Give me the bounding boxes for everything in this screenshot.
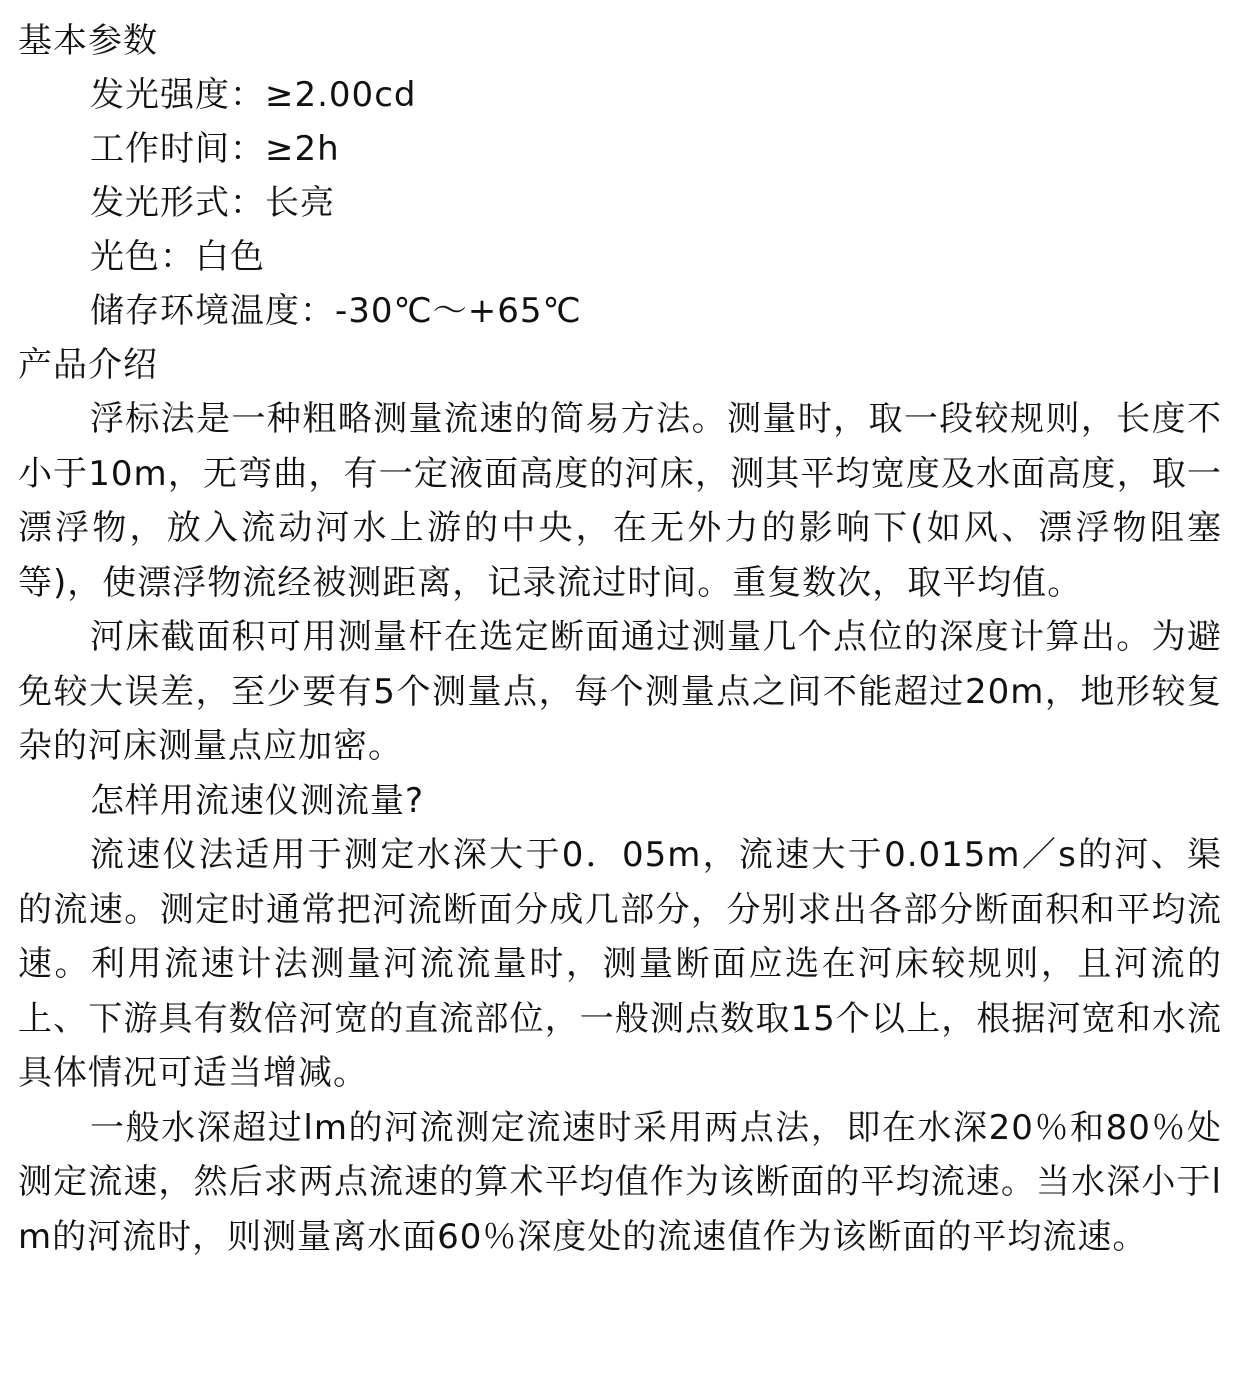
intro-paragraph-current-meter: 流速仪法适用于测定水深大于0．05m，流速大于0.015m／s的河、渠的流速。测定时通常把河流断面分成几部分，分别求出各部分断面积和平均流速。利用流速计法测量河流流量时，测量断面应选在河床较规则，且河流的上、下游具有数倍河宽的直流部位，一般测点数取15个以上，根据河宽和水流具体情况可适当增减。: [18, 835, 1222, 1093]
param-luminous-intensity: 发光强度：≥2.00cd: [90, 75, 417, 115]
basic-params-section: [18, 14, 1222, 338]
intro-paragraph-cross-section: 河床截面积可用测量杆在选定断面通过测量几个点位的深度计算出。为避免较大误差，至少要有5个测量点，每个测量点之间不能超过20m，地形较复杂的河床测量点应加密。: [18, 617, 1222, 766]
intro-paragraph-two-point-method: 一般水深超过lm的河流测定流速时采用两点法，即在水深20％和80％处测定流速，然后求两点流速的算术平均值作为该断面的平均流速。当水深小于lm的河流时，则测量离水面60％深度处的流速值作为该断面的平均流速。: [18, 1107, 1222, 1257]
param-working-time: 工作时间：≥2h: [90, 129, 340, 169]
param-storage-temperature: 储存环境温度：-30℃～+65℃: [90, 291, 582, 331]
product-intro-section: [18, 338, 1222, 1264]
basic-params-heading: 基本参数: [18, 21, 158, 61]
param-light-color: 光色：白色: [90, 237, 265, 277]
intro-paragraph-float-method: 浮标法是一种粗略测量流速的简易方法。测量时，取一段较规则，长度不小于10m，无弯曲，有一定液面高度的河床，测其平均宽度及水面高度，取一漂浮物，放入流动河水上游的中央，在无外力的影响下(如风、漂浮物阻塞等)，使漂浮物流经被测距离，记录流过时间。重复数次，取平均值。: [18, 399, 1222, 603]
param-list: [18, 68, 1222, 338]
param-lighting-mode: 发光形式：长亮: [90, 183, 335, 223]
product-intro-heading: 产品介绍: [18, 345, 158, 385]
intro-question: 怎样用流速仪测流量?: [90, 780, 425, 821]
